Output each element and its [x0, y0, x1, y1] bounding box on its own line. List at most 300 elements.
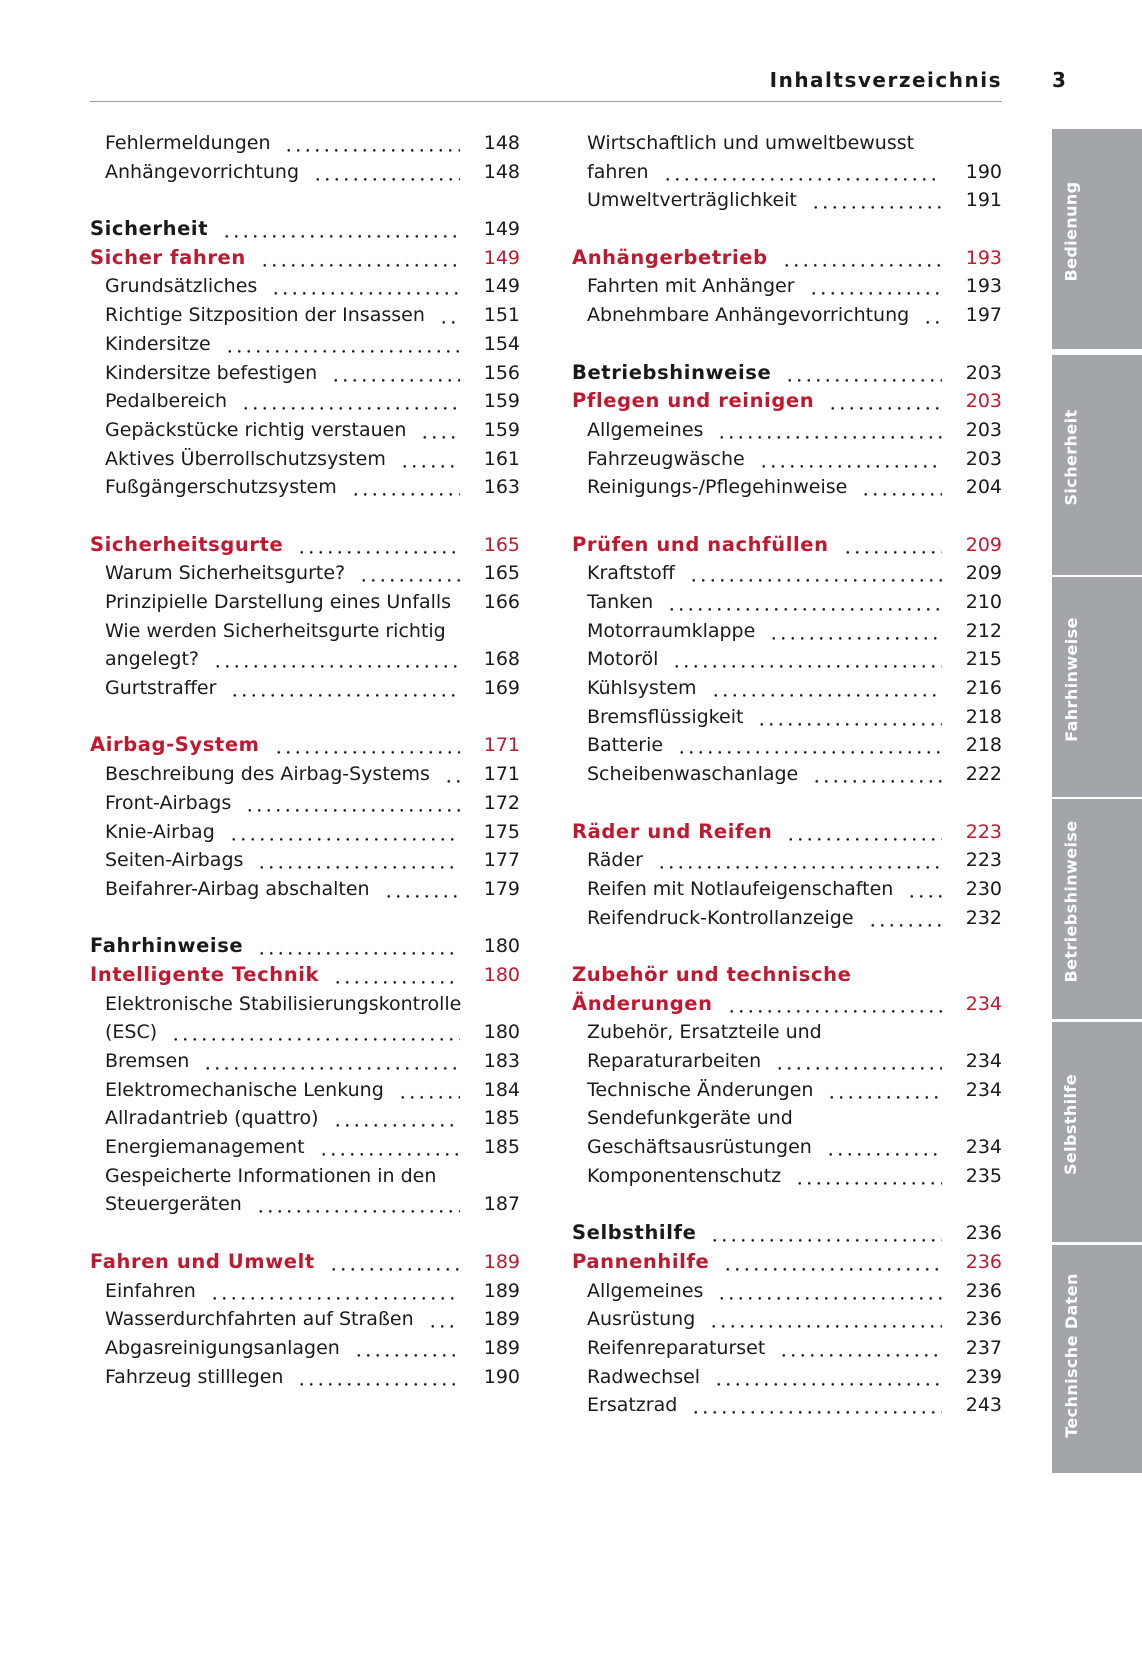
toc-entry-page: 177: [483, 849, 520, 872]
toc-column-right: [572, 129, 1002, 1420]
toc-entry[interactable]: [572, 387, 1002, 416]
toc-entry-page: 191: [965, 189, 1002, 212]
toc-entry-title: Motoröl: [587, 648, 659, 671]
toc-entry: [572, 1018, 1002, 1047]
toc-entry[interactable]: [90, 158, 520, 187]
toc-entry[interactable]: [572, 1334, 1002, 1363]
toc-spacer: [572, 330, 1002, 359]
toc-entry[interactable]: [90, 1305, 520, 1334]
leader-dots: [809, 272, 942, 301]
side-tab-bedienung[interactable]: [1052, 129, 1142, 349]
leader-dots: [785, 359, 942, 388]
leader-dots: [868, 904, 942, 933]
toc-entry-title: Motorraumklappe: [587, 619, 756, 642]
leader-dots: [769, 617, 942, 646]
toc-column-left: [90, 129, 520, 1391]
toc-entry-title: Geschäftsausrüstungen: [587, 1136, 812, 1159]
toc-entry-page: 148: [483, 132, 520, 154]
toc-entry-title: Batterie: [587, 734, 664, 757]
toc-entry[interactable]: [90, 645, 520, 674]
toc-entry[interactable]: [90, 1248, 520, 1277]
toc-entry-page: 234: [965, 1078, 1002, 1101]
toc-entry-page: 156: [483, 361, 520, 384]
toc-entry-title: Prinzipielle Darstellung eines Unfalls: [105, 591, 452, 613]
toc-entry: [90, 617, 520, 646]
toc-entry-title: Fahrzeug stilllegen: [105, 1365, 284, 1388]
leader-dots: [759, 445, 942, 474]
toc-entry-title: Steuergeräten: [105, 1193, 242, 1216]
leader-dots: [257, 846, 460, 875]
toc-entry-page: 185: [483, 1107, 520, 1130]
toc-entry[interactable]: [90, 215, 520, 244]
leader-dots: [672, 645, 942, 674]
leader-dots: [723, 1248, 942, 1277]
toc-entry-page: 189: [483, 1279, 520, 1302]
toc-entry-title: Ersatzrad: [587, 1394, 678, 1417]
toc-entry-title: Pedalbereich: [105, 390, 228, 413]
toc-entry[interactable]: [90, 129, 520, 158]
leader-dots: [271, 272, 460, 301]
toc-entry-title: Wie werden Sicherheitsgurte richtig: [105, 619, 446, 642]
toc-entry[interactable]: [90, 1334, 520, 1363]
toc-entry-page: 236: [965, 1222, 1002, 1245]
toc-entry-title: Pannenhilfe: [572, 1249, 710, 1273]
leader-dots: [711, 674, 942, 703]
leader-dots: [657, 846, 942, 875]
side-tab-label-wrap: [1056, 131, 1086, 331]
leader-dots: [210, 1277, 460, 1306]
toc-entry-page: 203: [965, 390, 1002, 413]
toc-entry[interactable]: [572, 531, 1002, 560]
toc-entry: [90, 990, 520, 1019]
leader-dots: [400, 445, 460, 474]
toc-entry[interactable]: [572, 703, 1002, 732]
toc-entry-title: Kindersitze: [105, 332, 211, 355]
toc-entry-title: Technische Änderungen: [587, 1078, 814, 1101]
toc-entry-page: 190: [483, 1365, 520, 1388]
leader-dots: [256, 1190, 460, 1219]
toc-spacer: [90, 186, 520, 215]
leader-dots: [786, 818, 942, 847]
toc-entry[interactable]: [90, 818, 520, 847]
leader-dots: [709, 1305, 942, 1334]
toc-entry-title: Elektromechanische Lenkung: [105, 1078, 384, 1101]
side-tab-fahrhinweise[interactable]: [1052, 577, 1142, 797]
toc-entry[interactable]: [90, 473, 520, 502]
toc-entry-page: 197: [965, 304, 1002, 327]
toc-entry[interactable]: [90, 674, 520, 703]
toc-entry-title: Grundsätzliches: [105, 275, 258, 298]
toc-entry-page: 149: [483, 218, 520, 241]
toc-entry[interactable]: [572, 875, 1002, 904]
toc-entry-page: 235: [965, 1164, 1002, 1187]
toc-entry-page: 149: [483, 275, 520, 298]
toc-entry-title: Fahrzeugwäsche: [587, 447, 745, 470]
leader-dots: [710, 1219, 942, 1248]
toc-entry-page: 203: [965, 447, 1002, 470]
toc-entry-title: Intelligente Technik: [90, 962, 320, 986]
leader-dots: [333, 961, 460, 990]
toc-entry-page: 159: [483, 418, 520, 441]
toc-entry-title: Komponentenschutz: [587, 1164, 782, 1187]
leader-dots: [351, 473, 460, 502]
toc-entry[interactable]: [572, 1047, 1002, 1076]
toc-entry-page: 232: [965, 906, 1002, 929]
toc-entry-page: 183: [483, 1050, 520, 1072]
side-tab-label: Selbsthilfe: [1061, 1073, 1081, 1175]
toc-entry-title: Seiten-Airbags: [105, 849, 244, 872]
toc-entry[interactable]: [90, 1277, 520, 1306]
toc-entry[interactable]: [90, 932, 520, 961]
leader-dots: [923, 301, 942, 330]
toc-entry-title: Zubehör, Ersatzteile und: [587, 1021, 822, 1044]
toc-entry-title: Allgemeines: [587, 1279, 704, 1302]
toc-entry-page: 161: [483, 447, 520, 470]
toc-entry[interactable]: [572, 1162, 1002, 1191]
toc-entry-title: Bremsen: [105, 1050, 190, 1072]
toc-entry-page: 180: [483, 935, 520, 958]
toc-entry: [572, 1104, 1002, 1133]
toc-entry-page: 151: [483, 304, 520, 327]
toc-spacer: [572, 215, 1002, 244]
toc-entry[interactable]: [572, 645, 1002, 674]
toc-entry-title: Wirtschaftlich und umweltbewusst: [587, 132, 915, 154]
toc-entry[interactable]: [572, 445, 1002, 474]
leader-dots: [203, 1047, 460, 1076]
toc-entry-title: Änderungen: [572, 991, 713, 1015]
toc-entry-page: 234: [965, 992, 1002, 1015]
toc-entry-page: 175: [483, 820, 520, 843]
toc-entry-page: 171: [483, 763, 520, 786]
toc-entry[interactable]: [90, 531, 520, 560]
toc-entry[interactable]: [90, 272, 520, 301]
toc-entry-page: 223: [965, 849, 1002, 872]
toc-entry[interactable]: [572, 359, 1002, 388]
leader-dots: [274, 731, 460, 760]
toc-entry[interactable]: [90, 846, 520, 875]
toc-entry[interactable]: [572, 760, 1002, 789]
toc-entry-page: 243: [965, 1394, 1002, 1417]
toc-entry-title: Reinigungs-/Pflegehinweise: [587, 476, 848, 499]
toc-entry[interactable]: [572, 731, 1002, 760]
header-divider: [90, 101, 1002, 102]
toc-entry-title: Allradantrieb (quattro): [105, 1107, 319, 1130]
leader-dots: [359, 559, 460, 588]
leader-dots: [775, 1047, 942, 1076]
leader-dots: [714, 1363, 942, 1392]
toc-entry-title: Selbsthilfe: [572, 1221, 697, 1245]
side-tab-label-wrap: [1056, 1255, 1086, 1455]
toc-entry[interactable]: [572, 559, 1002, 588]
toc-entry[interactable]: [572, 990, 1002, 1019]
toc-entry-title: Beschreibung des Airbag-Systems: [105, 763, 430, 786]
side-tab-label: Betriebshinweise: [1061, 819, 1081, 983]
leader-dots: [241, 387, 460, 416]
toc-entry-page: 212: [965, 619, 1002, 642]
toc-spacer: [90, 703, 520, 732]
toc-entry-page: 179: [483, 877, 520, 900]
toc-entry-page: 216: [965, 677, 1002, 700]
toc-entry-page: 163: [483, 476, 520, 499]
toc-entry-page: 169: [483, 677, 520, 700]
toc-entry-title: Sendefunkgeräte und: [587, 1107, 793, 1130]
toc-entry[interactable]: [572, 272, 1002, 301]
leader-dots: [727, 990, 942, 1019]
toc-entry-page: 149: [483, 246, 520, 269]
toc-entry-title: Sicherheitsgurte: [90, 532, 284, 556]
toc-entry[interactable]: [572, 846, 1002, 875]
toc-entry-page: 165: [483, 562, 520, 585]
toc-entry[interactable]: [90, 359, 520, 388]
leader-dots: [222, 215, 460, 244]
leader-dots: [861, 473, 942, 502]
toc-entry-title: Abgasreinigungsanlagen: [105, 1336, 340, 1359]
toc-entry-title: Elektronische Stabilisierungskontrolle: [105, 992, 462, 1015]
toc-entry-page: 209: [965, 533, 1002, 556]
leader-dots: [828, 387, 942, 416]
toc-entry[interactable]: [90, 1363, 520, 1392]
toc-entry-title: Prüfen und nachfüllen: [572, 532, 829, 556]
toc-entry-page: 204: [965, 476, 1002, 499]
leader-dots: [297, 531, 460, 560]
leader-dots: [779, 1334, 942, 1363]
toc-entry[interactable]: [90, 731, 520, 760]
toc-entry-page: 190: [965, 160, 1002, 183]
toc-entry[interactable]: [572, 617, 1002, 646]
toc-entry[interactable]: [90, 301, 520, 330]
toc-entry-title: Betriebshinweise: [572, 360, 772, 384]
leader-dots: [782, 244, 942, 273]
toc-entry[interactable]: [90, 445, 520, 474]
toc-entry[interactable]: [572, 186, 1002, 215]
leader-dots: [398, 1076, 460, 1105]
toc-entry-page: 193: [965, 275, 1002, 298]
leader-dots: [297, 1363, 460, 1392]
toc-entry[interactable]: [90, 1047, 520, 1076]
toc-entry[interactable]: [572, 301, 1002, 330]
toc-entry[interactable]: [90, 387, 520, 416]
leader-dots: [384, 875, 460, 904]
leader-dots: [812, 760, 942, 789]
toc-entry-title: Front-Airbags: [105, 791, 232, 814]
toc-entry[interactable]: [572, 1219, 1002, 1248]
leader-dots: [428, 1305, 460, 1334]
toc-entry[interactable]: [572, 1076, 1002, 1105]
toc-entry-title: Reparaturarbeiten: [587, 1050, 762, 1072]
toc-entry-page: 218: [965, 705, 1002, 728]
toc-entry-title: Radwechsel: [587, 1365, 701, 1388]
leader-dots: [313, 158, 460, 187]
toc-entry-page: 237: [965, 1336, 1002, 1359]
toc-spacer: [572, 1190, 1002, 1219]
toc-entry[interactable]: [90, 1133, 520, 1162]
toc-entry[interactable]: [90, 416, 520, 445]
toc-entry-title: Fehlermeldungen: [105, 132, 271, 154]
toc-entry[interactable]: [90, 330, 520, 359]
toc-entry[interactable]: [572, 473, 1002, 502]
toc-entry[interactable]: [572, 818, 1002, 847]
toc-entry-title: Reifenreparaturset: [587, 1336, 766, 1359]
toc-entry[interactable]: [90, 1104, 520, 1133]
toc-entry[interactable]: [572, 1305, 1002, 1334]
toc-entry-title: Räder und Reifen: [572, 819, 773, 843]
toc-spacer: [90, 904, 520, 933]
toc-entry-title: Einfahren: [105, 1279, 196, 1302]
toc-entry-page: 223: [965, 820, 1002, 843]
side-tab-label-wrap: [1056, 579, 1086, 779]
side-tab-label: Technische Daten: [1061, 1272, 1081, 1438]
side-tab-label-wrap: [1056, 1024, 1086, 1224]
leader-dots: [663, 158, 943, 187]
leader-dots: [257, 932, 460, 961]
toc-entry-title: Anhängevorrichtung: [105, 160, 300, 183]
toc-entry-page: 234: [965, 1050, 1002, 1072]
toc-entry-page: 172: [483, 791, 520, 814]
leader-dots: [329, 1248, 460, 1277]
toc-entry-page: 236: [965, 1250, 1002, 1273]
toc-entry-title: Sicher fahren: [90, 245, 246, 269]
side-tab-label-wrap: [1056, 357, 1086, 557]
toc-entry-page: 184: [483, 1078, 520, 1101]
toc-entry[interactable]: [572, 588, 1002, 617]
toc-entry-title: Gepäckstücke richtig verstauen: [105, 418, 407, 441]
leader-dots: [225, 330, 460, 359]
toc-entry-page: 168: [483, 648, 520, 671]
leader-dots: [260, 244, 460, 273]
toc-entry: [90, 1162, 520, 1191]
toc-entry[interactable]: [572, 1133, 1002, 1162]
toc-entry-page: 180: [483, 963, 520, 986]
toc-entry[interactable]: [572, 244, 1002, 273]
toc-entry-title: Umweltverträglichkeit: [587, 189, 797, 212]
toc-entry-page: 189: [483, 1308, 520, 1331]
toc-entry-page: 209: [965, 562, 1002, 585]
toc-entry[interactable]: [572, 1277, 1002, 1306]
leader-dots: [717, 1277, 942, 1306]
leader-dots: [319, 1133, 460, 1162]
toc-entry[interactable]: [572, 904, 1002, 933]
toc-entry-page: 230: [965, 877, 1002, 900]
leader-dots: [689, 559, 942, 588]
toc-entry: [572, 961, 1002, 990]
toc-entry[interactable]: [572, 1363, 1002, 1392]
toc-entry-title: Allgemeines: [587, 418, 704, 441]
toc-entry-title: Kraftstoff: [587, 562, 675, 585]
toc-entry[interactable]: [90, 1018, 520, 1047]
leader-dots: [245, 789, 460, 818]
toc-entry-title: Gespeicherte Informationen in den: [105, 1164, 437, 1187]
leader-dots: [439, 301, 460, 330]
toc-entry-title: Energiemanagement: [105, 1136, 305, 1159]
toc-entry-title: Gurtstraffer: [105, 677, 217, 700]
toc-entry-page: 210: [965, 591, 1002, 613]
toc-entry[interactable]: [90, 559, 520, 588]
toc-spacer: [90, 502, 520, 531]
toc-entry-page: 148: [483, 160, 520, 183]
toc-entry[interactable]: [90, 961, 520, 990]
toc-entry-title: Warum Sicherheitsgurte?: [105, 562, 346, 585]
toc-spacer: [572, 932, 1002, 961]
toc-entry[interactable]: [90, 789, 520, 818]
side-tab-label: Fahrhinweise: [1061, 616, 1081, 742]
toc-entry-title: Wasserdurchfahrten auf Straßen: [105, 1308, 414, 1331]
toc-entry-title: Räder: [587, 849, 643, 872]
toc-entry[interactable]: [572, 1248, 1002, 1277]
toc-entry-title: Fahrhinweise: [90, 934, 244, 958]
toc-entry-page: 215: [965, 648, 1002, 671]
toc-entry-page: 165: [483, 533, 520, 556]
toc-entry-page: 234: [965, 1136, 1002, 1159]
side-tab-technische-daten[interactable]: [1052, 1245, 1142, 1473]
toc-entry[interactable]: [90, 875, 520, 904]
leader-dots: [444, 760, 460, 789]
toc-entry[interactable]: [90, 1076, 520, 1105]
toc-entry-title: Bremsflüssigkeit: [587, 705, 744, 728]
toc-entry-page: 218: [965, 734, 1002, 757]
leader-dots: [420, 416, 460, 445]
toc-entry-page: 236: [965, 1279, 1002, 1302]
toc-entry-title: Fahrten mit Anhänger: [587, 275, 795, 298]
leader-dots: [907, 875, 942, 904]
toc-entry-title: Abnehmbare Anhängevorrichtung: [587, 304, 910, 327]
toc-entry-title: Beifahrer-Airbag abschalten: [105, 877, 370, 900]
toc-entry[interactable]: [90, 588, 520, 617]
toc-entry[interactable]: [90, 760, 520, 789]
leader-dots: [843, 531, 942, 560]
leader-dots: [827, 1076, 942, 1105]
toc-entry-page: 222: [965, 763, 1002, 786]
toc-entry-title: Pflegen und reinigen: [572, 389, 815, 413]
toc-entry-page: 154: [483, 332, 520, 355]
toc-entry[interactable]: [572, 416, 1002, 445]
toc-entry-title: Knie-Airbag: [105, 820, 215, 843]
leader-dots: [171, 1018, 460, 1047]
leader-dots: [354, 1334, 460, 1363]
side-tab-betriebshinweise[interactable]: [1052, 799, 1142, 1019]
toc-entry: [572, 129, 1002, 158]
toc-entry-title: Airbag-System: [90, 733, 260, 757]
page-title: Inhaltsverzeichnis: [769, 68, 1002, 92]
toc-entry[interactable]: [572, 674, 1002, 703]
toc-entry-title: Tanken: [587, 591, 654, 613]
leader-dots: [795, 1162, 942, 1191]
leader-dots: [757, 703, 942, 732]
toc-entry-title: (ESC): [105, 1021, 158, 1044]
toc-entry-title: Anhängerbetrieb: [572, 245, 768, 269]
toc-entry-title: Aktives Überrollschutzsystem: [105, 447, 386, 470]
toc-entry[interactable]: [572, 1391, 1002, 1420]
toc-entry[interactable]: [90, 244, 520, 273]
toc-spacer: [90, 1219, 520, 1248]
toc-entry[interactable]: [90, 1190, 520, 1219]
side-tab-sicherheit[interactable]: [1052, 355, 1142, 575]
toc-entry-page: 193: [965, 246, 1002, 269]
toc-entry-title: Reifendruck-Kontrollanzeige: [587, 906, 854, 929]
leader-dots: [691, 1391, 942, 1420]
toc-entry[interactable]: [572, 158, 1002, 187]
toc-entry-title: angelegt?: [105, 648, 199, 671]
leader-dots: [229, 818, 460, 847]
toc-entry-page: 180: [483, 1021, 520, 1044]
toc-spacer: [572, 502, 1002, 531]
toc-entry-page: 203: [965, 418, 1002, 441]
toc-entry-page: 203: [965, 361, 1002, 384]
toc-entry-title: Fahren und Umwelt: [90, 1249, 315, 1273]
toc-entry-title: Fußgängerschutzsystem: [105, 476, 337, 499]
side-tab-selbsthilfe[interactable]: [1052, 1022, 1142, 1242]
toc-entry-page: 187: [483, 1193, 520, 1216]
toc-entry-title: Richtige Sitzposition der Insassen: [105, 304, 425, 327]
